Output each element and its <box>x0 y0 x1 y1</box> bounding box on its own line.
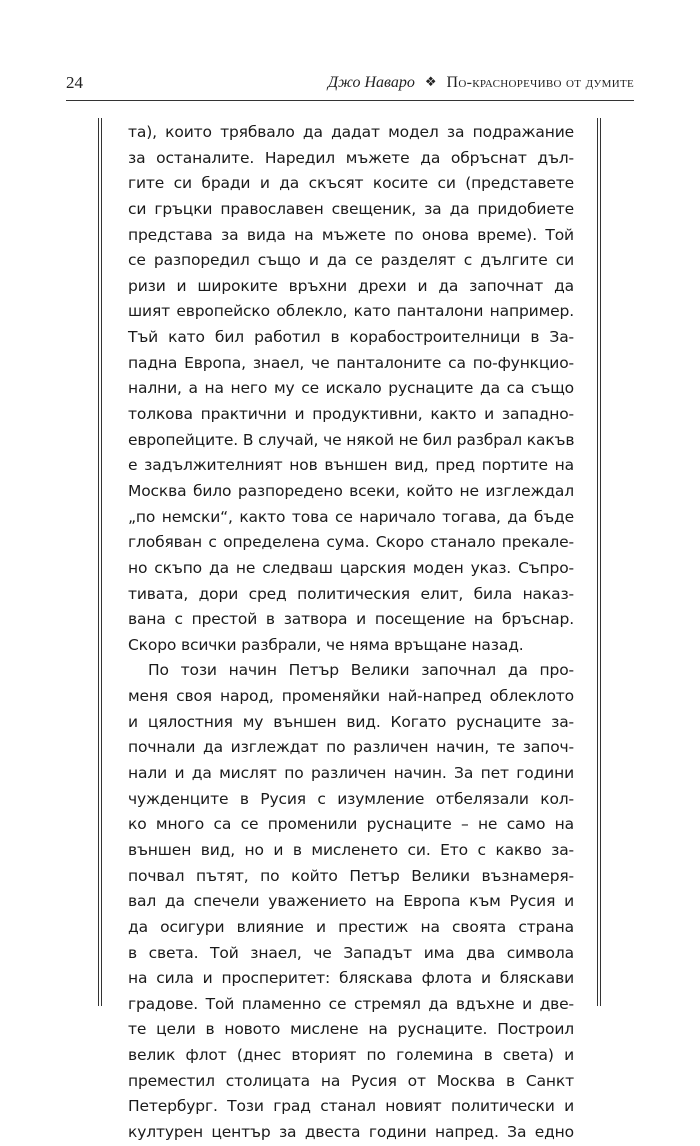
text-line: европейците. В случай, че някой не бил разбрал какъв <box>128 430 575 449</box>
body-text <box>128 120 574 1146</box>
text-line: велик флот (днес вторият по големина в света) и <box>128 1046 574 1065</box>
running-header <box>66 70 634 96</box>
text-line: толкова практични и продуктивни, както и западно- <box>128 405 574 424</box>
text-line: чужденците в Русия с изумление отбелязали кол- <box>128 789 574 808</box>
ornament-separator: ❖ <box>424 74 437 89</box>
text-line: за останалите. Наредил мъжете да обръснат дъл- <box>128 148 574 167</box>
text-line: падна Европа, знаел, че панталоните са по-функцио- <box>128 353 574 372</box>
text-line: външен вид, но и в мисленето си. Ето с какво за- <box>128 840 574 859</box>
text-line: културен център за двеста години напред. За едно <box>128 1122 574 1141</box>
text-line: глобяван с определена сума. Скоро станало прекале- <box>128 533 574 552</box>
text-line: меня своя народ, променяйки най-напред облеклото <box>128 687 574 706</box>
text-line: ризи и широките връхни дрехи и да започнат да <box>128 276 574 295</box>
text-line: Москва било разпоредено всеки, който не изглеждал <box>128 481 574 500</box>
text-line: в света. Той знаел, че Западът има два символа <box>128 943 574 962</box>
text-line: и цялостния му външен вид. Когато руснаците за- <box>128 712 574 731</box>
text-line: нали и да мислят по различен начин. За пет години <box>128 764 574 783</box>
text-line: ко много са се променили руснаците – не само на <box>128 815 574 834</box>
text-line: да осигури влияние и престиж на своята страна <box>128 917 574 936</box>
running-head <box>328 70 634 96</box>
text-line: „по немски“, както това се наричало тогава, да бъде <box>128 507 574 526</box>
text-line: градове. Той пламенно се стремял да вдъхне и две- <box>128 994 574 1013</box>
text-line: се разпоредил също и да се разделят с дългите си <box>128 251 574 270</box>
text-line: шият европейско облекло, като панталони например. <box>128 302 574 321</box>
text-line: представа за вида на мъжете по онова време). Той <box>128 225 574 244</box>
page-number: 24 <box>66 73 83 92</box>
text-line: Петербург. Този град станал новият политически и <box>128 1097 574 1116</box>
text-line: си гръцки православен свещеник, за да придобиете <box>128 199 574 218</box>
text-line: вал да спечели уважението на Европа към Русия и <box>128 892 574 911</box>
right-double-rule <box>597 118 602 1006</box>
text-line: Тъй като бил работил в корабостроителници в За- <box>128 328 574 347</box>
text-line: почнали да изглеждат по различен начин, те започ- <box>128 738 574 757</box>
text-line: но скъпо да не следваш царския моден указ. Съпро- <box>128 558 574 577</box>
text-line: гите си бради и да скъсят косите си (представете <box>128 174 574 193</box>
text-line: та), които трябвало да дадат модел за подражание <box>128 123 574 141</box>
paragraph-first-line: По този начин Петър Велики започнал да про- <box>148 661 574 680</box>
paragraph-last-line: Скоро всички разбрали, че няма връщане назад. <box>128 635 524 654</box>
text-line: те цели в новото мислене на руснаците. Построил <box>128 1020 574 1039</box>
text-line: е задължителният нов външен вид, пред портите на <box>128 456 574 475</box>
left-double-rule <box>98 118 103 1006</box>
text-line: нални, а на него му се искало руснаците да са също <box>128 379 574 398</box>
text-line: почвал пътят, по който Петър Велики възнамеря- <box>128 866 574 885</box>
header-rule <box>66 100 634 101</box>
text-line: на сила и просперитет: бляскава флота и бляскави <box>128 969 574 988</box>
text-line: тивата, дори сред политическия елит, била наказ- <box>128 584 574 603</box>
book-title: По-красноречиво от думите <box>446 74 634 91</box>
text-line: преместил столицата на Русия от Москва в Санкт <box>128 1071 574 1090</box>
book-author: Джо Наваро <box>327 74 415 91</box>
text-line: вана с престой в затвора и посещение на бръснар. <box>128 610 574 629</box>
